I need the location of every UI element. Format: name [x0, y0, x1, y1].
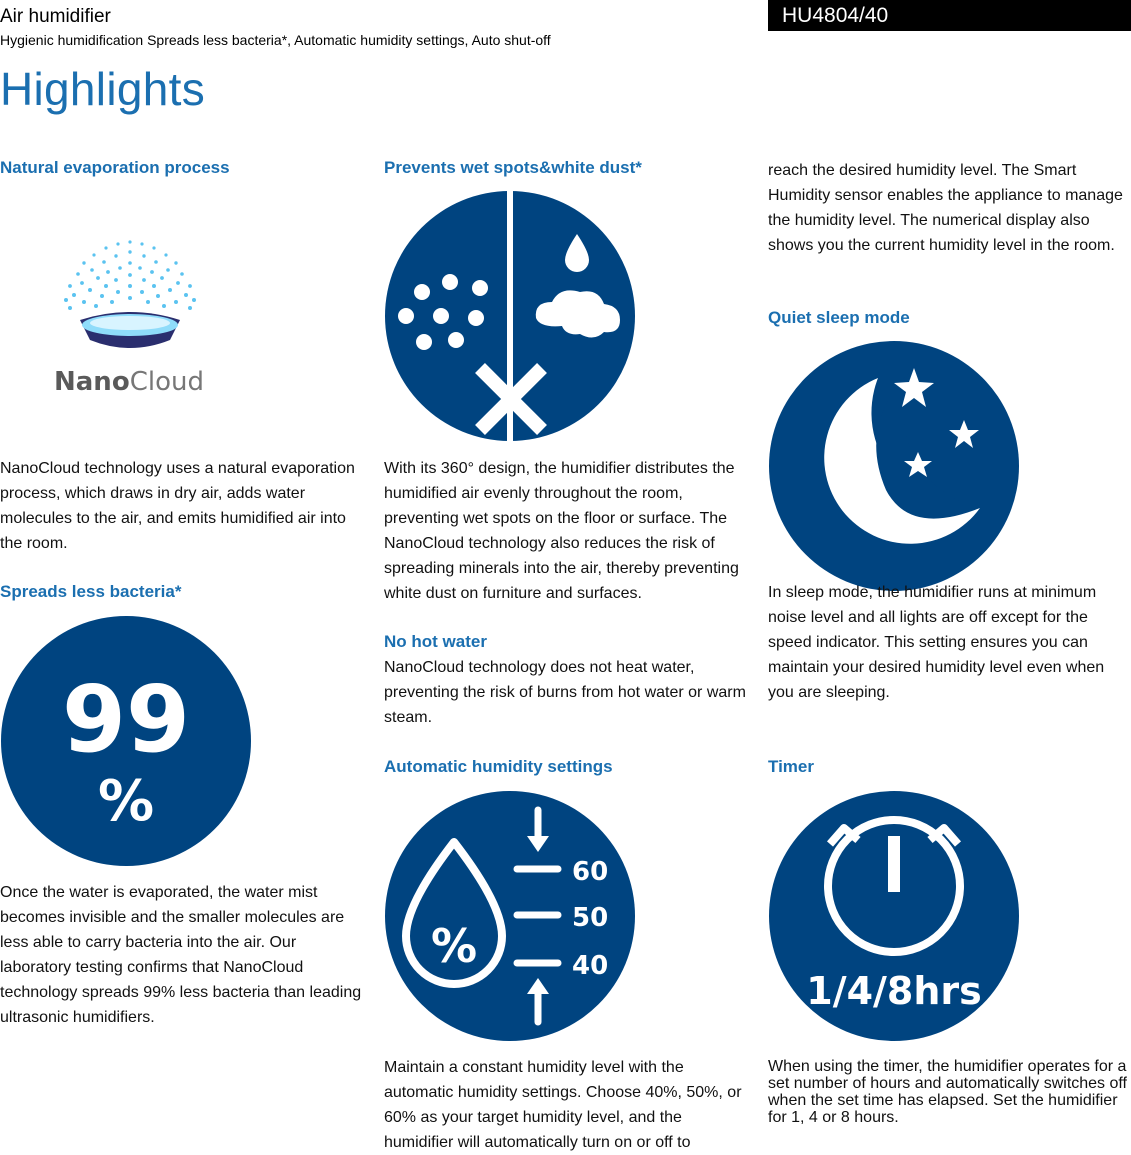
- humidity-percent-sign: %: [430, 919, 478, 973]
- text-no-hot-water: NanoCloud technology does not heat water, preventing the risk of burns from hot water or warm steam.: [384, 659, 746, 726]
- text-auto-humidity-continued: reach the desired humidity level. The Smart Humidity sensor enables the appliance to manage the humidity level. The numerical display also shows you the current humidity level in the room.: [768, 162, 1123, 254]
- model-number-badge: HU4804/40: [768, 0, 1131, 31]
- bacteria-percent-number: 99: [61, 666, 191, 773]
- timer-hours-label: 1/4/8hrs: [806, 969, 982, 1013]
- level-40: 40: [572, 951, 609, 981]
- level-60: 60: [572, 857, 609, 887]
- text-less-bacteria: Once the water is evaporated, the water mist becomes invisible and the smaller molecules are less able to carry bacteria into the air. Our laboratory testing confirms that NanoCloud technology spreads 99% less bacteria than leading ultrasonic humidifiers.: [0, 884, 362, 1026]
- heading-natural-evaporation: Natural evaporation process: [0, 158, 230, 177]
- heading-sleep-mode: Quiet sleep mode: [768, 308, 910, 327]
- svg-text:NanoCloud: [54, 367, 204, 397]
- bacteria-99-icon: [0, 615, 252, 867]
- logo-text-light: Cloud: [129, 367, 204, 397]
- heading-wet-spots: Prevents wet spots&white dust*: [384, 158, 642, 177]
- level-50: 50: [572, 903, 609, 933]
- logo-text-bold: Nano: [54, 367, 130, 397]
- text-auto-humidity: Maintain a constant humidity level with the automatic humidity settings. Choose 40%, 50%, or 60% as your target humidity level, and the humidifier will automatically turn on or off to: [384, 1059, 742, 1151]
- heading-no-hot-water: No hot water: [384, 632, 487, 651]
- timer-icon: [768, 790, 1020, 1042]
- page-title: Highlights: [0, 63, 205, 115]
- nanocloud-logo: [20, 228, 240, 408]
- text-timer: When using the timer, the humidifier operates for a set number of hours and automatically switches off when the set time has elapsed. Set the humidifier for 1, 4 or 8 hours.: [768, 1058, 1127, 1126]
- sleep-mode-icon: [768, 340, 1020, 592]
- stopwatch-hand: [888, 836, 900, 892]
- heading-less-bacteria: Spreads less bacteria*: [0, 582, 182, 601]
- heading-auto-humidity: Automatic humidity settings: [384, 757, 613, 776]
- text-natural-evaporation: NanoCloud technology uses a natural evaporation process, which draws in dry air, adds water molecules to the air, and emits humidified air into the room.: [0, 460, 355, 552]
- text-wet-spots: With its 360° design, the humidifier distributes the humidified air evenly throughout the room, preventing wet spots on the floor or surface. The NanoCloud technology also reduces the risk of spreading minerals into the air, thereby preventing white dust on furniture and surfaces.: [384, 460, 739, 602]
- product-subtitle: Hygienic humidification Spreads less bacteria*, Automatic humidity settings, Auto shut-off: [0, 32, 551, 48]
- product-name: Air humidifier: [0, 6, 111, 27]
- text-sleep-mode: In sleep mode, the humidifier runs at minimum noise level and all lights are off except for the speed indicator. This setting ensures you can maintain your desired humidity level even when you are sleeping.: [768, 584, 1105, 701]
- bacteria-percent-sign: %: [97, 769, 155, 834]
- heading-timer: Timer: [768, 757, 814, 776]
- nanocloud-mist-icon: [64, 240, 196, 310]
- wet-spots-dust-icon: [384, 190, 636, 442]
- auto-humidity-icon: [384, 790, 636, 1042]
